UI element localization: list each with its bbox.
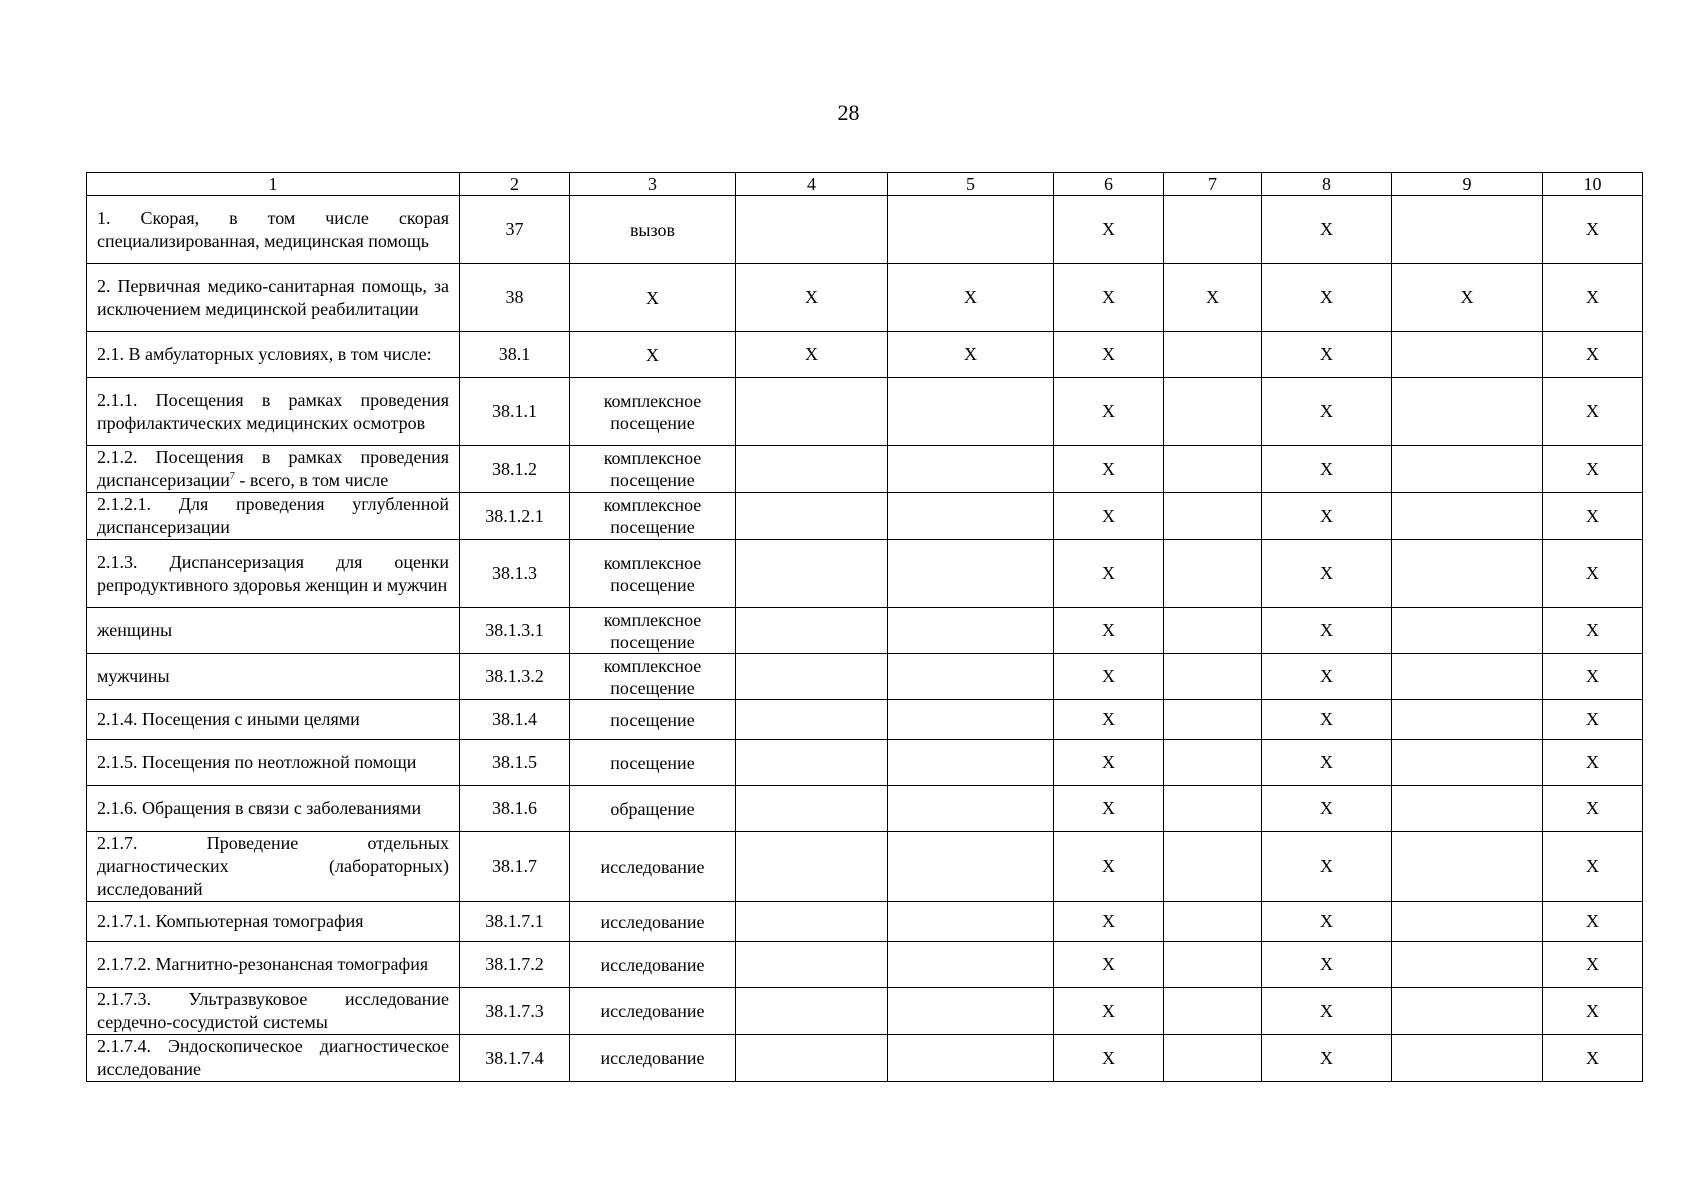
row-unit: исследование [570, 942, 736, 988]
row-code: 38.1.4 [460, 700, 570, 740]
row-unit: обращение [570, 786, 736, 832]
row-code: 38.1.3.2 [460, 654, 570, 700]
row-cell [1392, 540, 1543, 608]
table-row [87, 264, 1643, 332]
row-cell [1164, 988, 1262, 1035]
row-cell [1164, 700, 1262, 740]
row-cell [1392, 608, 1543, 654]
row-cell: X [1262, 493, 1392, 540]
row-cell: X [1543, 832, 1643, 902]
table-row [87, 942, 1643, 988]
row-code: 38.1.3 [460, 540, 570, 608]
row-name: женщины [87, 608, 460, 654]
row-cell: X [1543, 332, 1643, 378]
row-cell: X [1543, 1035, 1643, 1082]
row-cell [1392, 700, 1543, 740]
row-cell [1392, 446, 1543, 493]
row-cell: X [1054, 332, 1164, 378]
row-name: 2.1.6. Обращения в связи с заболеваниями [87, 786, 460, 832]
column-header: 2 [460, 173, 570, 196]
row-cell [888, 608, 1054, 654]
table-row [87, 902, 1643, 942]
row-cell: X [1262, 942, 1392, 988]
row-cell [736, 740, 888, 786]
row-cell [736, 902, 888, 942]
row-cell [1164, 332, 1262, 378]
row-cell [1392, 1035, 1543, 1082]
row-cell [1392, 740, 1543, 786]
table-row [87, 493, 1643, 540]
column-header: 9 [1392, 173, 1543, 196]
page-number: 28 [837, 100, 860, 125]
row-cell: X [1543, 446, 1643, 493]
row-cell [736, 378, 888, 446]
row-cell [1392, 493, 1543, 540]
row-code: 38.1.7 [460, 832, 570, 902]
row-cell: X [1054, 446, 1164, 493]
row-code: 38.1.7.2 [460, 942, 570, 988]
row-cell [736, 786, 888, 832]
table-row [87, 196, 1643, 264]
row-name: 2. Первичная медико-санитарная помощь, за исключением медицинской реабилитации [87, 264, 460, 332]
table-row [87, 740, 1643, 786]
row-name: 2.1.3. Диспансеризация для оценки репродуктивного здоровья женщин и мужчин [87, 540, 460, 608]
row-cell [888, 942, 1054, 988]
row-cell: X [1054, 786, 1164, 832]
table-row [87, 1035, 1643, 1082]
row-cell: X [1543, 740, 1643, 786]
row-unit: комплексное посещение [570, 540, 736, 608]
row-cell: X [1262, 740, 1392, 786]
row-code: 38 [460, 264, 570, 332]
row-cell [1164, 493, 1262, 540]
row-code: 38.1.2.1 [460, 493, 570, 540]
row-cell [736, 942, 888, 988]
row-cell: X [1054, 740, 1164, 786]
row-name: мужчины [87, 654, 460, 700]
row-cell: X [1054, 378, 1164, 446]
row-cell [1392, 654, 1543, 700]
row-name [87, 446, 460, 493]
row-unit: комплексное посещение [570, 608, 736, 654]
row-cell [736, 493, 888, 540]
row-name: 2.1.1. Посещения в рамках проведения профилактических медицинских осмотров [87, 378, 460, 446]
table-row [87, 988, 1643, 1035]
row-cell [888, 446, 1054, 493]
row-name: 2.1.4. Посещения с иными целями [87, 700, 460, 740]
row-unit: комплексное посещение [570, 493, 736, 540]
row-cell [1392, 942, 1543, 988]
row-cell: X [1262, 988, 1392, 1035]
footnote-marker: 7 [229, 471, 235, 482]
row-cell: X [1262, 832, 1392, 902]
row-code: 38.1.3.1 [460, 608, 570, 654]
column-header: 8 [1262, 173, 1392, 196]
row-name: 2.1.7.4. Эндоскопическое диагностическое исследование [87, 1035, 460, 1082]
row-cell [1392, 786, 1543, 832]
column-header: 7 [1164, 173, 1262, 196]
row-cell: X [1543, 700, 1643, 740]
row-cell: X [1054, 196, 1164, 264]
row-cell [888, 378, 1054, 446]
row-cell [1164, 654, 1262, 700]
row-cell: X [1262, 1035, 1392, 1082]
row-cell [1164, 540, 1262, 608]
row-cell: X [736, 264, 888, 332]
row-cell [736, 196, 888, 264]
row-name-tail: - всего, в том числе [234, 470, 389, 490]
row-unit: исследование [570, 1035, 736, 1082]
row-cell: X [1054, 493, 1164, 540]
row-cell: X [1543, 942, 1643, 988]
row-cell [888, 740, 1054, 786]
row-cell [1164, 446, 1262, 493]
row-code: 38.1.7.3 [460, 988, 570, 1035]
row-cell [1392, 988, 1543, 1035]
row-cell [1392, 196, 1543, 264]
row-cell: X [1543, 608, 1643, 654]
row-cell: X [1543, 493, 1643, 540]
row-cell [1164, 832, 1262, 902]
row-name-text: 2.1.2. Посещения в рамках проведения диспансеризации [97, 447, 449, 490]
row-cell [736, 832, 888, 902]
row-cell: X [1262, 378, 1392, 446]
row-code: 38.1.2 [460, 446, 570, 493]
row-cell [736, 608, 888, 654]
row-cell: X [1543, 988, 1643, 1035]
row-cell: X [1543, 902, 1643, 942]
row-cell [1392, 902, 1543, 942]
table-row [87, 332, 1643, 378]
row-unit: комплексное посещение [570, 378, 736, 446]
row-unit: вызов [570, 196, 736, 264]
row-name: 2.1.7.3. Ультразвуковое исследование сердечно-сосудистой системы [87, 988, 460, 1035]
row-cell: X [1054, 902, 1164, 942]
row-cell [1164, 608, 1262, 654]
row-cell: X [1262, 700, 1392, 740]
column-header: 5 [888, 173, 1054, 196]
row-cell [1392, 832, 1543, 902]
row-cell [888, 786, 1054, 832]
row-unit: исследование [570, 988, 736, 1035]
row-cell: X [1262, 902, 1392, 942]
column-header: 3 [570, 173, 736, 196]
table-row [87, 700, 1643, 740]
row-code: 38.1.1 [460, 378, 570, 446]
row-cell: X [1054, 942, 1164, 988]
row-cell [888, 1035, 1054, 1082]
row-cell: X [1392, 264, 1543, 332]
row-cell [888, 832, 1054, 902]
row-unit: посещение [570, 740, 736, 786]
row-code: 37 [460, 196, 570, 264]
table-row [87, 446, 1643, 493]
row-unit: исследование [570, 832, 736, 902]
row-cell: X [1543, 786, 1643, 832]
row-code: 38.1 [460, 332, 570, 378]
row-cell: X [1262, 786, 1392, 832]
row-cell: X [1054, 540, 1164, 608]
row-name: 2.1.7.2. Магнитно-резонансная томография [87, 942, 460, 988]
row-code: 38.1.7.1 [460, 902, 570, 942]
row-cell: X [1543, 540, 1643, 608]
column-header: 6 [1054, 173, 1164, 196]
column-header: 1 [87, 173, 460, 196]
row-cell [888, 988, 1054, 1035]
row-cell [736, 1035, 888, 1082]
row-cell: X [1054, 654, 1164, 700]
row-cell [888, 654, 1054, 700]
row-cell: X [1262, 608, 1392, 654]
row-cell: X [1543, 196, 1643, 264]
row-cell: X [1262, 446, 1392, 493]
row-name: 2.1.5. Посещения по неотложной помощи [87, 740, 460, 786]
row-cell [736, 988, 888, 1035]
row-unit: X [570, 264, 736, 332]
table-row [87, 786, 1643, 832]
row-cell [888, 902, 1054, 942]
row-cell: X [1262, 196, 1392, 264]
row-cell: X [1543, 378, 1643, 446]
row-cell: X [1262, 540, 1392, 608]
row-cell: X [736, 332, 888, 378]
row-cell [888, 196, 1054, 264]
row-cell [1392, 378, 1543, 446]
row-cell [1164, 902, 1262, 942]
row-cell [1164, 942, 1262, 988]
row-cell [1164, 378, 1262, 446]
table-row [87, 608, 1643, 654]
row-cell [1392, 332, 1543, 378]
row-unit: комплексное посещение [570, 654, 736, 700]
row-cell [888, 540, 1054, 608]
row-cell: X [888, 332, 1054, 378]
row-cell [1164, 740, 1262, 786]
row-code: 38.1.5 [460, 740, 570, 786]
table-row [87, 832, 1643, 902]
row-name: 1. Скорая, в том числе скорая специализированная, медицинская помощь [87, 196, 460, 264]
table-row [87, 378, 1643, 446]
row-cell [1164, 786, 1262, 832]
row-cell [736, 446, 888, 493]
row-cell: X [1054, 1035, 1164, 1082]
table-row [87, 540, 1643, 608]
row-unit: X [570, 332, 736, 378]
row-name: 2.1. В амбулаторных условиях, в том числе: [87, 332, 460, 378]
row-cell: X [1543, 264, 1643, 332]
row-cell: X [888, 264, 1054, 332]
row-cell: X [1054, 988, 1164, 1035]
column-header: 10 [1543, 173, 1643, 196]
row-code: 38.1.6 [460, 786, 570, 832]
table-header-row [87, 173, 1643, 196]
row-cell: X [1054, 700, 1164, 740]
row-cell: X [1054, 264, 1164, 332]
row-cell: X [1164, 264, 1262, 332]
row-cell [888, 700, 1054, 740]
row-cell [736, 540, 888, 608]
row-name: 2.1.7. Проведение отдельных диагностических (лабораторных) исследований [87, 832, 460, 902]
data-table [86, 172, 1643, 1082]
row-cell: X [1262, 332, 1392, 378]
table-row [87, 654, 1643, 700]
row-cell [736, 654, 888, 700]
column-header: 4 [736, 173, 888, 196]
row-unit: посещение [570, 700, 736, 740]
row-cell [736, 700, 888, 740]
row-cell [1164, 1035, 1262, 1082]
row-unit: исследование [570, 902, 736, 942]
row-cell: X [1262, 264, 1392, 332]
row-cell [1164, 196, 1262, 264]
row-name: 2.1.7.1. Компьютерная томография [87, 902, 460, 942]
row-cell [888, 493, 1054, 540]
row-cell: X [1054, 832, 1164, 902]
row-code: 38.1.7.4 [460, 1035, 570, 1082]
row-cell: X [1054, 608, 1164, 654]
row-name: 2.1.2.1. Для проведения углубленной диспансеризации [87, 493, 460, 540]
row-unit: комплексное посещение [570, 446, 736, 493]
row-cell: X [1543, 654, 1643, 700]
row-cell: X [1262, 654, 1392, 700]
